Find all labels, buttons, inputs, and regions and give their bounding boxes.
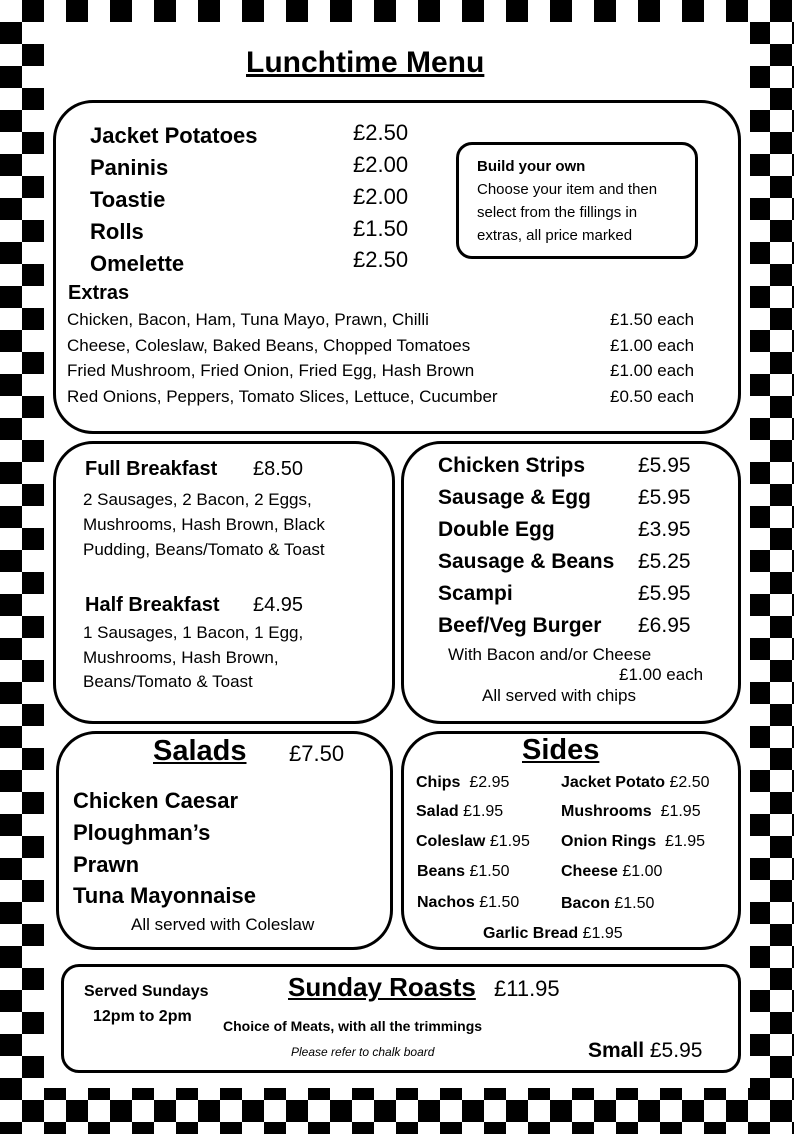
side-name: Coleslaw [416,833,486,850]
sunday-served: Served Sundays [84,983,209,1000]
chips-note: All served with chips [482,686,637,705]
sunday-small [588,1039,702,1063]
side-price: £1.95 [582,925,623,942]
side-item [416,803,503,821]
sunday-time: 12pm to 2pm [93,1008,192,1025]
side-item [417,894,519,912]
breakfast-desc: 1 Sausages, 1 Bacon, 1 Egg, [83,623,304,642]
breakfast-desc: Mushrooms, Hash Brown, [83,648,279,667]
main-item-name: Rolls [90,219,144,244]
side-name: Salad [416,803,459,820]
extras-heading: Extras [68,282,130,304]
sunday-note: Please refer to chalk board [291,1045,435,1059]
main-item-price: £2.00 [353,184,409,209]
breakfast-desc: Pudding, Beans/Tomato & Toast [83,540,325,559]
sunday-roasts-box [61,964,741,1073]
sunday-small-label: Small [588,1039,645,1062]
chips-item-price: £3.95 [638,518,691,541]
side-price: £1.00 [622,863,663,880]
breakfast-desc: 2 Sausages, 2 Bacon, 2 Eggs, [83,490,312,509]
salad-item: Chicken Caesar [73,788,239,813]
chips-item-price: £5.25 [638,550,691,573]
chips-item-name: Beef/Veg Burger [438,614,602,637]
sunday-small-price: £5.95 [649,1039,703,1062]
extras-items: Fried Mushroom, Fried Onion, Fried Egg, Hash Brown [67,361,475,380]
build-your-own-text: Choose your item and then [477,181,658,198]
salads-title: Salads [153,735,247,767]
breakfast-desc: Beans/Tomato & Toast [83,672,253,691]
side-item [416,774,509,792]
side-name: Cheese [561,863,618,880]
main-item-name: Paninis [90,155,169,180]
extras-items: Red Onions, Peppers, Tomato Slices, Lettuce, Cucumber [67,387,498,406]
breakfast-desc: Mushrooms, Hash Brown, Black [83,515,325,534]
main-item-price: £2.50 [353,120,409,145]
sides-box [401,731,741,950]
sunday-subtitle: Choice of Meats, with all the trimmings [223,1018,483,1034]
salad-item: Tuna Mayonnaise [73,883,256,908]
salads-box [56,731,393,950]
chips-item-name: Sausage & Beans [438,550,615,573]
mains-extras-box [53,100,741,434]
sunday-title: Sunday Roasts [288,972,476,1002]
side-price: £1.50 [614,895,655,912]
side-item [417,863,510,881]
chips-note: With Bacon and/or Cheese [448,645,652,664]
build-your-own-box [456,142,698,259]
main-item-name: Omelette [90,251,185,276]
build-your-own-text: select from the fillings in [477,204,638,221]
side-name: Nachos [417,894,475,911]
chips-item-price: £6.95 [638,614,691,637]
side-price: £1.50 [469,863,510,880]
menu-page [44,22,750,1088]
main-item-name: Toastie [90,187,166,212]
side-item [561,863,662,881]
chips-item-name: Scampi [438,582,513,605]
with-chips-box [401,441,741,724]
side-name: Garlic Bread [483,925,579,942]
breakfast-name: Full Breakfast [85,458,218,480]
side-price: £1.95 [660,803,701,820]
chips-item-name: Sausage & Egg [438,486,591,509]
side-name: Onion Rings [561,833,657,850]
chips-item-price: £5.95 [638,582,691,605]
chips-item-price: £5.95 [638,454,691,477]
breakfast-price: £4.95 [253,594,304,616]
breakfast-name: Half Breakfast [85,594,220,616]
main-item-price: £1.50 [353,216,409,241]
side-item [561,895,654,913]
side-item [561,833,705,851]
main-item-price: £2.00 [353,152,409,177]
main-item-name: Jacket Potatoes [90,123,258,148]
salad-item: Ploughman’s [73,820,211,845]
side-price: £2.95 [469,774,510,791]
build-your-own-title: Build your own [477,158,586,175]
page-title: Lunchtime Menu [246,46,485,79]
main-item-price: £2.50 [353,247,409,272]
breakfast-price: £8.50 [253,458,304,480]
side-price: £1.95 [463,803,504,820]
salad-item: Prawn [73,852,140,877]
chips-item-name: Double Egg [438,518,555,541]
salads-note: All served with Coleslaw [131,915,315,934]
extras-items: Chicken, Bacon, Ham, Tuna Mayo, Prawn, Chilli [67,310,429,329]
extras-price: £1.50 each [610,310,695,329]
extras-price: £1.00 each [610,336,695,355]
salads-price: £7.50 [289,741,345,766]
side-item [561,803,701,821]
chips-item-price: £5.95 [638,486,691,509]
side-item [416,833,530,851]
extras-items: Cheese, Coleslaw, Baked Beans, Chopped Tomatoes [67,336,471,355]
side-price: £2.50 [669,774,710,791]
side-name: Mushrooms [561,803,652,820]
side-price: £1.95 [665,833,706,850]
side-price: £1.50 [479,894,520,911]
side-name: Beans [417,863,466,880]
breakfast-box [53,441,395,724]
sunday-price: £11.95 [494,976,560,1001]
side-name: Chips [416,774,461,791]
side-item [483,925,623,943]
extras-price: £0.50 each [610,387,695,406]
side-price: £1.95 [489,833,530,850]
side-item [561,774,710,792]
chips-item-name: Chicken Strips [438,454,586,477]
build-your-own-text: extras, all price marked [477,227,633,244]
chips-note: £1.00 each [619,665,704,684]
side-name: Jacket Potato [561,774,666,791]
side-name: Bacon [561,895,610,912]
sides-title: Sides [522,734,600,766]
extras-price: £1.00 each [610,361,695,380]
